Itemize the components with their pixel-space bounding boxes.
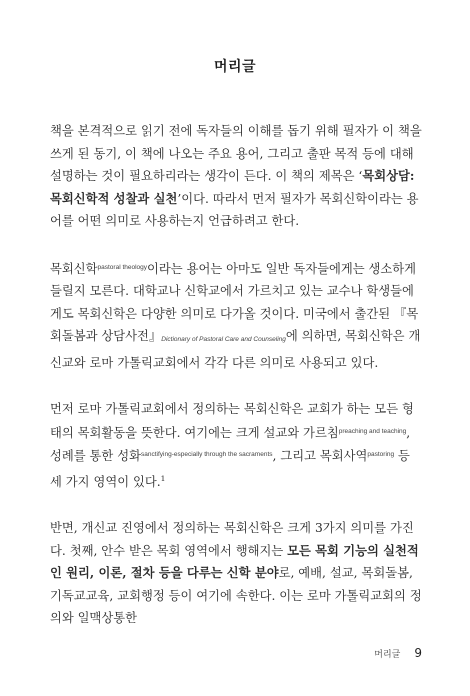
p4-bold-definition: 모든 목회 기능의 실천적인 원리, 이론, 절차 등을 다루는 신학 분야 bbox=[50, 542, 419, 580]
book-title-bold: 목회상담: 목회신학적 성찰과 실천 bbox=[50, 168, 415, 206]
p3-text-b: , 성례를 통한 성화 bbox=[50, 425, 411, 463]
p2-text-c: 에 의하면, 목회신학은 개신교와 로마 가톨릭교회에서 각각 다른 의미로 사용되고 있다. bbox=[50, 329, 421, 370]
running-header: 머리글 bbox=[374, 650, 401, 660]
p3-text-a: 먼저 로마 가톨릭교회에서 정의하는 목회신학은 교회가 하는 모든 형태의 목회활동을 뜻한다. 여기에는 크게 설교와 가르침 bbox=[50, 402, 414, 440]
p4-text-a: 반면, 개신교 진영에서 정의하는 목회신학은 크게 3가지 의미를 가진다. 첫째, 안수 받은 목회 영역에서 행해지는 bbox=[50, 521, 414, 558]
p1-text-a: 책을 본격적으로 읽기 전에 독자들의 이해를 돕기 위해 필자가 이 책을 쓰게 된 동기, 이 책에 나오는 주요 용어, 그리고 출판 목적 등에 대해 설명하는 것이 필요하리라는 생각이 든다. 이 책의 제목은 ‘ bbox=[50, 124, 422, 183]
p2-text-a: 목회신학 bbox=[50, 261, 98, 276]
p2-english-note-2: Dictionary of Pastoral Care and Counseling bbox=[161, 336, 286, 343]
p3-english-note-1: preaching and teaching bbox=[338, 427, 407, 435]
p2-english-note-1: pastoral theology bbox=[97, 263, 148, 271]
paragraph-1 bbox=[50, 120, 422, 233]
p3-text-d: 등 세 가지 영역이 있다. bbox=[50, 449, 410, 489]
paragraph-4 bbox=[50, 517, 422, 630]
page-title: 머리글 bbox=[213, 59, 257, 75]
paragraph-2 bbox=[50, 257, 422, 375]
p3-text-c: , 그리고 목회사역 bbox=[272, 449, 368, 463]
p3-english-note-3: pastoring bbox=[367, 451, 395, 458]
p1-text-c: ’이다. 따라서 먼저 필자가 목회신학이라는 용어를 어떤 의미로 사용하는지 언급하려고 한다. bbox=[50, 191, 419, 228]
p2-text-b: 이라는 용어는 아마도 일반 독자들에게는 생소하게 들릴지 모른다. 대학교나 신학교에서 가르치고 있는 교수나 학생들에게도 목회신학은 다양한 의미로 다가올 것이다. 미국에서 출간된 『목회돌봄과 상담사전』 bbox=[50, 261, 419, 343]
paragraph-3 bbox=[50, 398, 422, 493]
footnote-marker[interactable]: 1 bbox=[160, 473, 166, 483]
p4-text-c: 로, 예배, 설교, 목회돌봄, 기독교교육, 교회행정 등이 여기에 속한다. 이는 로마 가톨릭교회의 정의와 일맥상통한 bbox=[50, 566, 422, 625]
body-text bbox=[50, 120, 422, 654]
page-number: 9 bbox=[414, 646, 422, 660]
p3-english-note-2: sanctifying-especially through the sacraments bbox=[140, 451, 273, 458]
page-footer bbox=[374, 646, 422, 660]
